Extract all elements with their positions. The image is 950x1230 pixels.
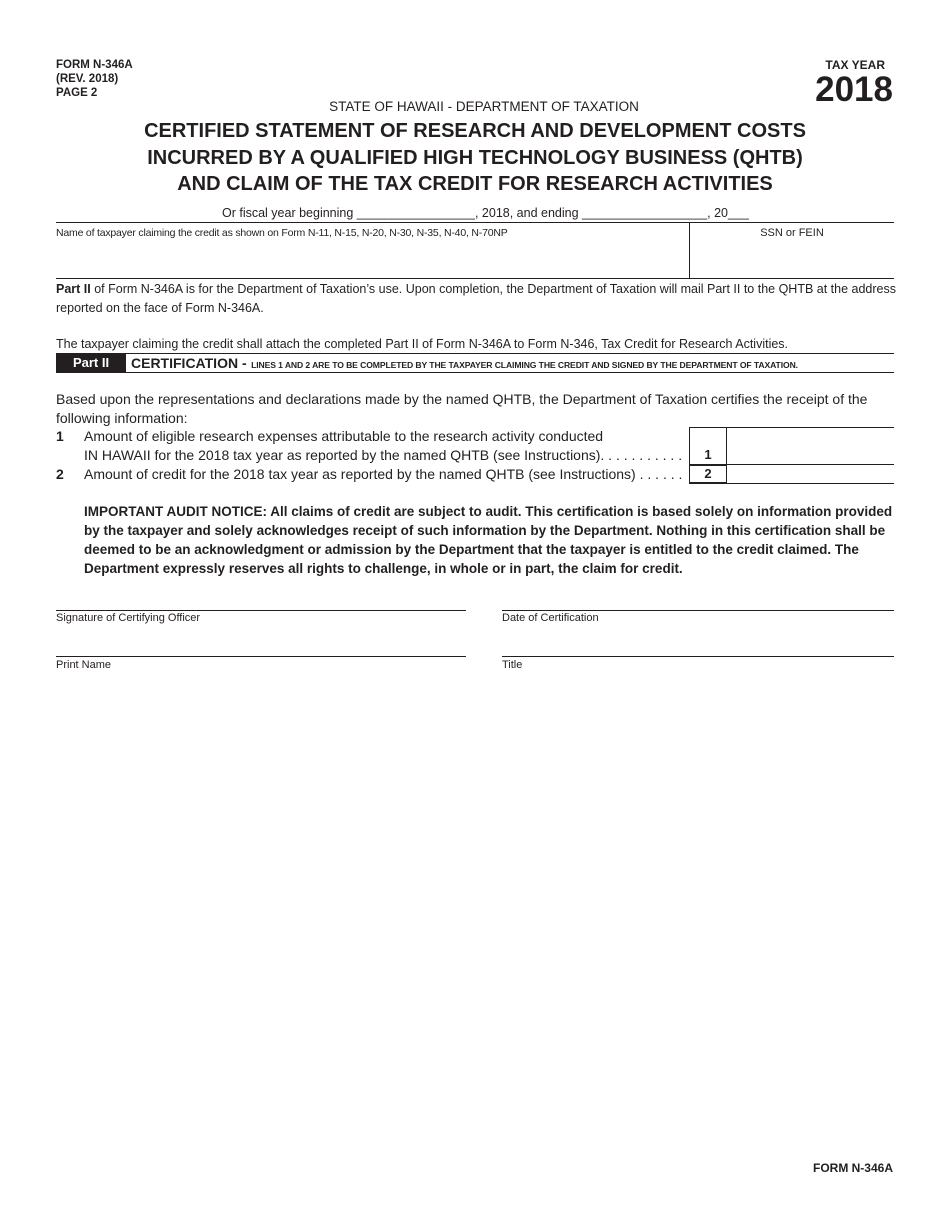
certification-heading: CERTIFICATION - (131, 355, 247, 371)
signature-label: Signature of Certifying Officer (56, 612, 201, 624)
name-box-bottom-rule (56, 278, 894, 279)
department-name: STATE OF HAWAII - DEPARTMENT OF TAXATION (329, 99, 639, 114)
line-1-text-b: IN HAWAII for the 2018 tax year as reported by the named QHTB (see Instructions). . . . . . . . . . . (84, 447, 683, 463)
ssn-fein-field[interactable] (694, 244, 890, 274)
part-ii-intro-text: of Form N-346A is for the Department of Taxation’s use. Upon completion, the Department of Taxation will mail Part II to the QHTB at the address reported on the face of Form N-346A. (56, 282, 896, 315)
certification-intro: Based upon the representations and declarations made by the named QHTB, the Department of Taxation certifies the receipt of the following information: (56, 391, 868, 426)
part-ii-intro (56, 280, 896, 318)
title-line[interactable] (502, 656, 894, 657)
form-title (0, 118, 950, 198)
name-box-top-rule (56, 222, 894, 223)
date-line[interactable] (502, 610, 894, 611)
title-line-2: INCURRED BY A QUALIFIED HIGH TECHNOLOGY BUSINESS (QHTB) (147, 146, 803, 169)
signature-line[interactable] (56, 610, 466, 611)
form-id-block (56, 58, 133, 100)
title-label: Title (502, 659, 523, 671)
date-label: Date of Certification (502, 612, 599, 624)
line-1-box-number: 1 (704, 447, 712, 462)
amount-box-bottom-rule (689, 483, 894, 484)
audit-notice: IMPORTANT AUDIT NOTICE: All claims of credit are subject to audit. This certification is based solely on information provided by the taxpayer and solely acknowledges receipt of such information by the Department. Nothing in this certification shall be deemed to be an acknowledgment or admission by the Department that the taxpayer is entitled to the credit claimed. The Department expressly reserves all rights to challenge, in whole or in part, the claim for credit. (84, 504, 893, 576)
line-2-number: 2 (56, 466, 64, 482)
ssn-fein-label: SSN or FEIN (760, 227, 824, 239)
print-name-label: Print Name (56, 659, 112, 671)
line-2-text: Amount of credit for the 2018 tax year as reported by the named QHTB (see Instructions) . . . . . . (84, 466, 683, 482)
taxpayer-name-label: Name of taxpayer claiming the credit as shown on Form N-11, N-15, N-20, N-30, N-35, N-40, N-70NP (56, 227, 508, 239)
page-number: PAGE 2 (56, 87, 98, 99)
fiscal-year-line[interactable]: Or fiscal year beginning _________________, 2018, and ending __________________, 20___ (222, 206, 749, 220)
certification-subheading: LINES 1 AND 2 ARE TO BE COMPLETED BY THE TAXPAYER CLAIMING THE CREDIT AND SIGNED BY THE DEPARTMENT OF TAXATION. (251, 360, 798, 370)
line-2-amount-field[interactable] (729, 466, 889, 482)
line-2-box-number: 2 (704, 466, 712, 481)
line-1-amount-field[interactable] (729, 429, 889, 462)
taxpayer-name-field[interactable] (56, 244, 684, 274)
form-revision: (REV. 2018) (56, 73, 119, 85)
attach-instructions: The taxpayer claiming the credit shall attach the completed Part II of Form N-346A to Form N-346, Tax Credit for Research Activities. (56, 337, 789, 351)
title-line-3: AND CLAIM OF THE TAX CREDIT FOR RESEARCH ACTIVITIES (177, 173, 773, 195)
amount-box-top-rule (689, 427, 894, 428)
part-ii-label: Part II (56, 354, 126, 372)
tax-year-label: TAX YEAR (825, 58, 885, 72)
line-2-box (689, 465, 727, 483)
part-bar-bottom-rule (56, 372, 894, 373)
line-1-number: 1 (56, 428, 64, 444)
part-ii-bold: Part II (56, 282, 91, 296)
form-number: FORM N-346A (56, 59, 133, 71)
title-line-1: CERTIFIED STATEMENT OF RESEARCH AND DEVELOPMENT COSTS (144, 120, 806, 142)
footer-form-number: FORM N-346A (812, 1161, 893, 1175)
tax-year: 2018 (815, 70, 893, 109)
amount-boxes (689, 427, 894, 484)
line-1-text-a: Amount of eligible research expenses attributable to the research activity conducted (84, 428, 604, 444)
part-ii-heading (131, 354, 798, 372)
print-name-line[interactable] (56, 656, 466, 657)
